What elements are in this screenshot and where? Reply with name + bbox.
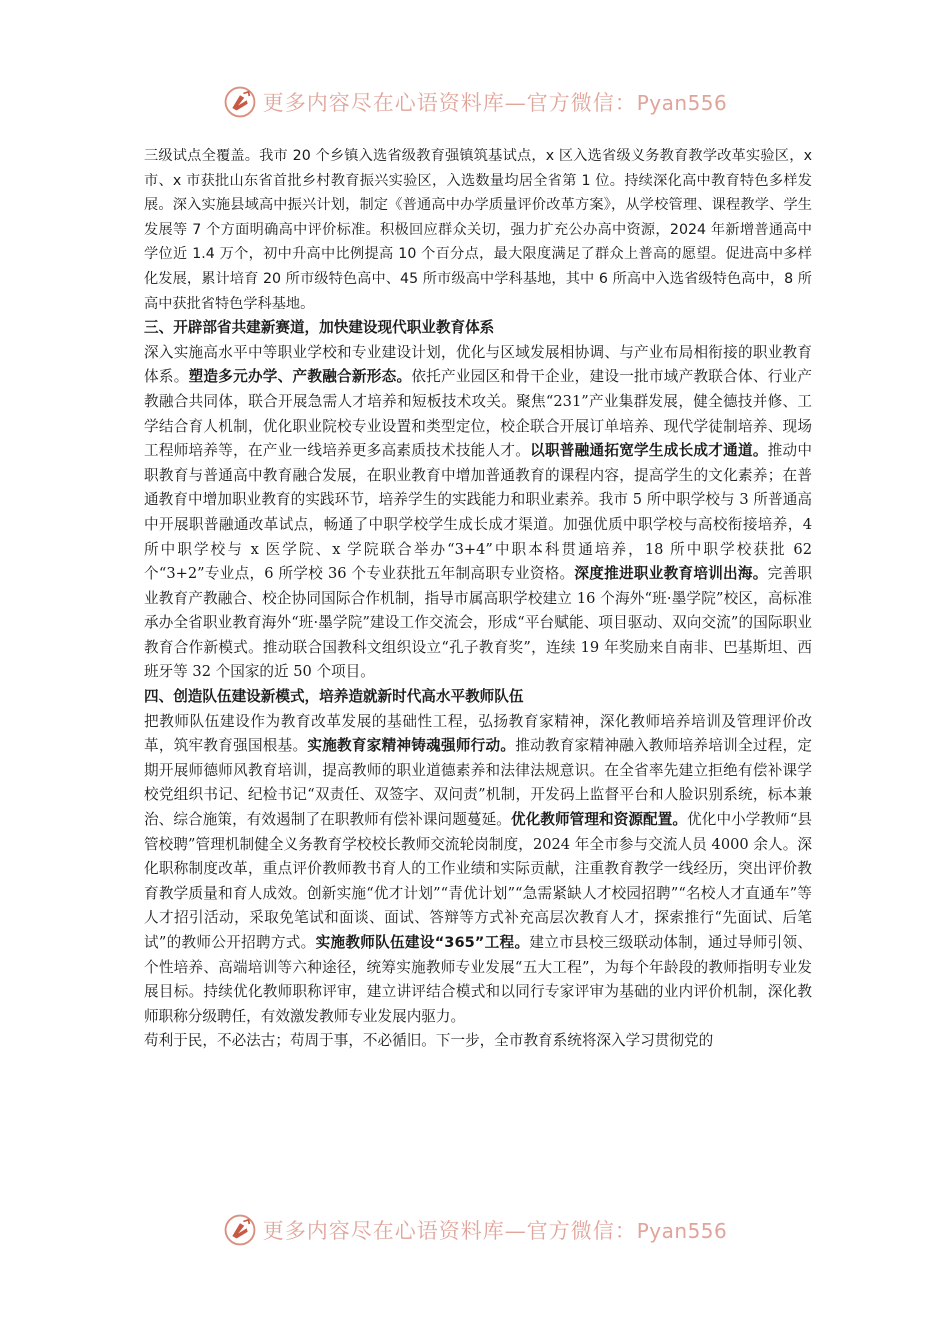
bold-lead-4: 实施教育家精神铸魂强师行动。 (307, 737, 516, 755)
bold-lead-2: 以职普融通拓宽学生成长成才通道。 (530, 442, 768, 460)
watermark-text: 更多内容尽在心语资料库—官方微信：Pyan556 (262, 1219, 728, 1243)
hand-logo-icon (223, 1213, 257, 1247)
bold-lead-3: 深度推进职业教育培训出海。 (574, 565, 768, 583)
bold-lead-5: 优化教师管理和资源配置。 (510, 811, 688, 829)
watermark-bottom (0, 1208, 950, 1252)
heading-vocational: 三、开辟部省共建新赛道，加快建设现代职业教育体系 (144, 319, 495, 337)
document-body (144, 144, 812, 1054)
bold-lead-1: 塑造多元办学、产教融合新形态。 (188, 368, 412, 386)
paragraph-high-school: 三级试点全覆盖。我市 20 个乡镇入选省级教育强镇筑基试点，x 区入选省级义务教育教学改革实验区，x 市、x 市获批山东省首批乡村教育振兴实验区，入选数量均居全省第 1 位。持续深化高中教育特色多样发展。深入实施县域高中振兴计划，制定《普通高中办学质量评价改革方案》，从学校管理、课程教学、学生发展等 7 个方面明确高中评价标准。积极回应群众关切，强力扩充公办高中资源，2024 年新增普通高中学位近 1.4 万个，初中升高中比例提高 10 个百分点，最大限度满足了群众上普高的愿望。促进高中多样化发展，累计培育 20 所市级特色高中、45 所市级高中学科基地，其中 6 所高中入选省级特色高中，8 所高中获批省特色学科基地。 (144, 148, 812, 312)
bold-lead-6: 实施教师队伍建设“365”工程。 (315, 934, 530, 951)
paragraph-teachers: 把教师队伍建设作为教育改革发展的基础性工程，弘扬教育家精神，深化教师培养培训及管理评价改革，筑牢教育强国根基。实施教育家精神铸魂强师行动。推动教育家精神融入教师培养培训全过程，定期开展师德师风教育培训，提高教师的职业道德素养和法律法规意识。在全省率先建立拒绝有偿补课学校党组织书记、纪检书记“双责任、双签字、双问责”机制，开发码上监督平台和人脸识别系统，标本兼治、综合施策，有效遏制了在职教师有偿补课问题蔓延。优化教师管理和资源配置。优化中小学教师“县管校聘”管理机制健全义务教育学校校长教师交流轮岗制度，2024 年全市参与交流人员 4000 余人。深化职称制度改革，重点评价教师教书育人的工作业绩和实际贡献，注重教育教学一线经历，突出评价教育教学质量和育人成效。创新实施“优才计划”“青优计划”“急需紧缺人才校园招聘”“名校人才直通车”等人才招引活动，采取免笔试和面谈、面试、答辩等方式补充高层次教育人才，探索推行“先面试、后笔试”的教师公开招聘方式。实施教师队伍建设“365”工程。建立市县校三级联动体制，通过导师引领、个性培养、高端培训等六种途径，统筹实施教师专业发展“五大工程”，为每个年龄段的教师指明专业发展目标。持续优化教师职称评审，建立讲评结合模式和以同行专家评审为基础的业内评价机制，深化教师职称分级聘任，有效激发教师专业发展内驱力。 (144, 712, 812, 1025)
paragraph-vocational: 深入实施高水平中等职业学校和专业建设计划，优化与区域发展相协调、与产业布局相衔接的职业教育体系。塑造多元办学、产教融合新形态。依托产业园区和骨干企业，建设一批市域产教联合体、行业产教融合共同体，联合开展急需人才培养和短板技术攻关。聚焦“231”产业集群发展，健全德技并修、工学结合育人机制，优化职业院校专业设置和类型定位，校企联合开展订单培养、现代学徒制培养、现场工程师培养等，在产业一线培养更多高素质技术技能人才。以职普融通拓宽学生成长成才通道。推动中职教育与普通高中教育融合发展，在职业教育中增加普通教育的课程内容，提高学生的文化素养；在普通教育中增加职业教育的实践环节，培养学生的实践能力和职业素养。我市 5 所中职学校与 3 所普通高中开展职普融通改革试点，畅通了中职学校学生成长成才渠道。加强优质中职学校与高校衔接培养，4 所中职学校与 x 医学院、x 学院联合举办“3+4”中职本科贯通培养，18 所中职学校获批 62 个“3+2”专业点，6 所学校 36 个专业获批五年制高职专业资格。深度推进职业教育培训出海。完善职业教育产教融合、校企协同国际合作机制，指导市属高职学校建立 16 个海外“班·墨学院”校区，高标准承办全省职业教育海外“班·墨学院”建设工作交流会，形成“平台赋能、项目驱动、双向交流”的国际职业教育合作新模式。推动联合国教科文组织设立“孔子教育奖”，连续 19 年奖励来自南非、巴基斯坦、西班牙等 32 个国家的近 50 个项目。 (144, 343, 812, 681)
hand-logo-icon (223, 85, 257, 119)
paragraph-closing: 苟利于民，不必法古；苟周于事，不必循旧。下一步，全市教育系统将深入学习贯彻党的 (144, 1032, 714, 1050)
watermark-top (0, 80, 950, 124)
watermark-text: 更多内容尽在心语资料库—官方微信：Pyan556 (262, 91, 728, 115)
heading-teachers: 四、创造队伍建设新模式，培养造就新时代高水平教师队伍 (144, 688, 524, 706)
